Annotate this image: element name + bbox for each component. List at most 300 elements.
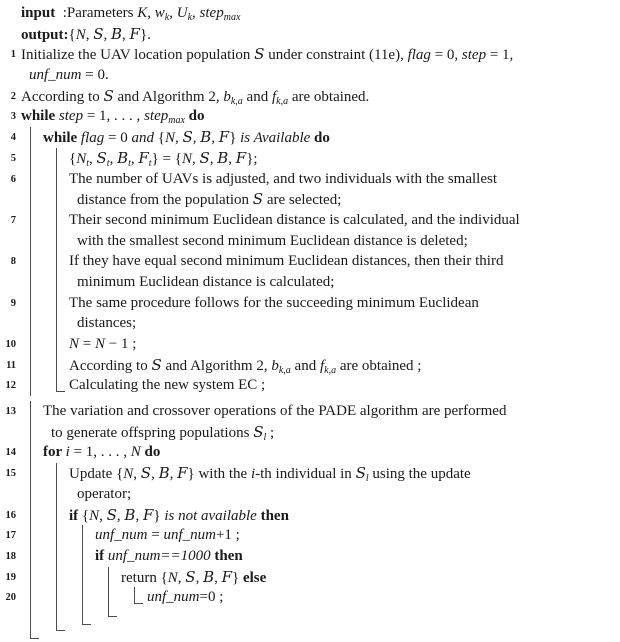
text-segment: N	[167, 569, 178, 586]
text-segment: are obtained ;	[336, 357, 422, 374]
algo-text	[43, 401, 506, 422]
text-segment: if	[95, 547, 108, 564]
algo-text	[69, 505, 289, 526]
text-segment: ,	[89, 150, 97, 167]
line-number: 14	[5, 447, 16, 459]
indent-guide	[30, 463, 43, 484]
text-segment: step	[144, 108, 169, 125]
text-segment: ,	[130, 150, 139, 167]
text-segment: step	[461, 47, 487, 64]
indent-guide	[56, 148, 69, 169]
text-segment: The same procedure follows for the succeeding minimum Euclidean	[69, 294, 479, 311]
text-segment: = 1, . . . ,	[69, 444, 131, 461]
text-segment: ,	[116, 507, 125, 524]
indent-guide	[82, 525, 95, 546]
indent-guide	[56, 334, 69, 355]
block-end-corner	[134, 587, 143, 604]
text-segment: = 1, . . . ,	[83, 108, 145, 125]
algo-line-13	[0, 401, 620, 422]
text-segment: According to	[69, 357, 152, 374]
algo-line-8-cont	[0, 272, 620, 293]
text-segment: unf_num==1000	[107, 547, 211, 564]
text-segment: then	[210, 547, 243, 564]
text-segment: {	[68, 26, 76, 43]
line-number: 7	[10, 214, 16, 226]
text-segment: ,	[99, 507, 107, 524]
algo-text	[69, 169, 497, 190]
algo-text	[29, 65, 109, 86]
math-script-letter: S	[254, 45, 265, 64]
line-number: 15	[5, 468, 16, 480]
algo-text	[69, 148, 258, 169]
text-segment: are obtained.	[288, 88, 370, 105]
text-segment: N	[181, 150, 192, 167]
text-segment: };	[246, 150, 258, 167]
text-segment: and	[242, 88, 272, 105]
text-segment: :	[55, 5, 67, 21]
text-segment: do	[140, 444, 161, 461]
text-segment: flag	[80, 130, 105, 147]
text-segment: ,	[85, 26, 94, 43]
text-segment: under constraint (11e),	[264, 47, 408, 64]
text-segment: minimum Euclidean distance is calculated;	[77, 273, 335, 290]
text-segment: k,a	[278, 364, 291, 376]
algo-text	[69, 293, 479, 314]
line-number	[0, 608, 16, 617]
line-number: 4	[10, 132, 16, 144]
indent-guide	[30, 313, 43, 334]
indent-guide	[56, 463, 69, 484]
line-number	[0, 272, 16, 293]
indent-guide	[56, 608, 69, 617]
text-segment: ,	[103, 26, 112, 43]
text-segment: t	[106, 157, 110, 169]
algo-text	[77, 484, 131, 505]
text-segment: l	[365, 473, 369, 485]
text-segment: step	[199, 5, 224, 21]
text-segment: using the update	[368, 466, 471, 483]
indent-guide	[30, 293, 43, 314]
text-segment: k,a	[230, 95, 243, 107]
text-segment: ,	[195, 569, 204, 586]
text-segment: ,	[211, 130, 219, 147]
algo-line-15-cont	[0, 484, 620, 505]
text-segment: do	[310, 130, 330, 147]
text-segment: f	[319, 357, 325, 374]
math-script-letter: S	[252, 190, 264, 209]
text-segment: t	[128, 157, 131, 169]
text-segment: are selected;	[263, 192, 342, 209]
math-script-letter: F	[235, 148, 247, 167]
text-segment: step	[58, 108, 84, 125]
math-script-letter: S	[199, 148, 210, 167]
text-segment: k	[187, 12, 193, 23]
algo-text	[77, 231, 468, 252]
indent-guide	[30, 422, 43, 443]
math-script-letter: B	[217, 148, 229, 167]
algo-text	[21, 86, 369, 107]
line-number	[0, 24, 16, 45]
indent-guide	[30, 567, 43, 588]
text-segment: ,	[109, 150, 118, 167]
algo-text	[43, 442, 160, 463]
text-segment: {	[153, 130, 165, 147]
algo-text	[77, 189, 341, 210]
text-segment: }	[232, 569, 243, 586]
indent-guide	[56, 231, 69, 252]
input-line	[0, 3, 620, 24]
indent-guide	[56, 505, 69, 526]
indent-guide	[30, 505, 43, 526]
indent-guide	[56, 313, 69, 334]
text-segment: ,	[209, 150, 218, 167]
indent-guide	[30, 608, 43, 617]
math-script-letter: F	[221, 567, 233, 586]
math-script-letter: B	[203, 567, 215, 586]
text-segment: k,a	[276, 95, 289, 107]
indent-guide	[82, 567, 95, 588]
algo-text	[121, 567, 266, 588]
text-segment: unf_num	[29, 67, 82, 84]
algo-line-16	[0, 505, 620, 526]
indent-guide	[30, 484, 43, 505]
line-number: 10	[5, 339, 16, 350]
math-script-letter: F	[129, 24, 140, 43]
indent-guide	[30, 231, 43, 252]
indent-guide	[30, 375, 43, 396]
algo-line-9-cont	[0, 313, 620, 334]
text-segment: N	[89, 507, 100, 524]
indent-guide	[56, 355, 69, 376]
text-segment: unf_num	[163, 527, 216, 544]
algo-line-3	[0, 106, 620, 127]
text-segment: ,	[135, 507, 143, 524]
math-script-letter: S	[103, 86, 114, 105]
math-script-letter: S	[93, 24, 104, 43]
text-segment: Initialize the UAV location population	[21, 47, 255, 64]
algo-text	[21, 106, 205, 127]
indent-guide	[56, 567, 69, 588]
indent-guide	[30, 169, 43, 190]
text-segment: ,	[191, 150, 200, 167]
text-segment: =	[147, 527, 164, 544]
text-segment: ,	[151, 466, 159, 483]
line-number	[0, 484, 16, 505]
algo-line-10	[0, 334, 620, 355]
text-segment: N	[123, 466, 134, 483]
text-segment: Calculating the new system EC ;	[69, 377, 266, 394]
line-number: 20	[5, 592, 16, 604]
text-segment: }	[229, 130, 241, 147]
block-end-while	[0, 631, 620, 639]
text-segment: +1 ;	[215, 527, 240, 544]
text-segment: ,	[133, 466, 141, 483]
indent-guide	[30, 189, 43, 210]
text-segment: = 0,	[430, 47, 462, 64]
indent-guide	[56, 272, 69, 293]
text-segment: U	[176, 5, 188, 21]
math-script-letter: S	[355, 464, 366, 483]
text-segment: and Algorithm 2,	[161, 357, 272, 374]
text-segment: t	[148, 157, 152, 169]
text-segment: If they have equal second minimum Euclidean distances, then their third	[69, 253, 504, 270]
text-segment: ,	[122, 26, 130, 43]
algo-text	[95, 546, 243, 567]
text-segment: − 1 ;	[105, 336, 137, 352]
indent-guide	[56, 525, 69, 546]
text-segment: N	[75, 26, 86, 43]
indent-guide	[30, 617, 43, 625]
algo-line-12	[0, 375, 620, 396]
indent-guide	[30, 251, 43, 272]
algo-text	[69, 334, 136, 355]
text-segment: k,a	[324, 364, 337, 376]
algo-line-20	[0, 587, 620, 608]
indent-guide	[56, 189, 69, 210]
block-end-corner	[56, 375, 65, 392]
text-segment: to generate offspring populations	[51, 424, 254, 441]
algo-line-6-cont	[0, 189, 620, 210]
indent-guide	[30, 210, 43, 231]
line-number	[0, 631, 16, 639]
indent-guide	[30, 355, 43, 376]
text-segment: else	[242, 569, 267, 586]
algo-text	[21, 3, 240, 24]
text-segment: = 0	[104, 130, 132, 147]
text-segment: The variation and crossover operations of the PADE algorithm are performed	[43, 403, 507, 420]
algo-line-11	[0, 355, 620, 376]
algo-line-13-cont	[0, 422, 620, 443]
algo-line-1	[0, 44, 620, 65]
text-segment: operator;	[77, 485, 132, 502]
block-end-corner	[56, 625, 65, 631]
algo-text	[69, 375, 265, 396]
text-segment: N	[94, 336, 105, 352]
text-segment: K	[137, 5, 148, 21]
indent-guide	[30, 127, 43, 148]
text-segment: ,	[169, 466, 178, 483]
math-script-letter: B	[200, 128, 212, 147]
output-line	[0, 24, 620, 45]
indent-guide	[82, 587, 95, 608]
text-segment: The number of UAVs is adjusted, and two individuals with the smallest	[69, 170, 498, 187]
text-segment: N	[130, 444, 141, 461]
text-segment: }	[153, 507, 165, 524]
math-script-letter: B	[117, 148, 129, 167]
line-number	[0, 65, 16, 86]
text-segment: if	[69, 507, 82, 524]
indent-guide	[56, 210, 69, 231]
line-number: 1	[10, 49, 16, 61]
indent-guide	[30, 587, 43, 608]
algo-text	[77, 313, 136, 334]
text-segment: b	[271, 357, 279, 374]
math-script-letter: S	[96, 148, 107, 167]
line-number: 5	[10, 152, 16, 164]
text-segment: Their second minimum Euclidean distance is calculated, and the individual	[69, 211, 520, 228]
indent-guide	[30, 546, 43, 567]
indent-guide	[56, 546, 69, 567]
algo-text	[69, 355, 421, 376]
block-end-outer-if	[0, 617, 620, 625]
text-segment: and	[131, 130, 154, 147]
text-segment: ;	[266, 424, 275, 441]
text-segment: is not available	[164, 507, 257, 524]
text-segment: }.	[139, 26, 151, 43]
math-script-letter: F	[142, 505, 154, 524]
text-segment: w	[154, 5, 165, 21]
indent-guide	[30, 442, 43, 463]
indent-guide	[82, 608, 95, 617]
math-script-letter: F	[138, 148, 149, 167]
math-script-letter: S	[185, 567, 196, 586]
text-segment: f	[271, 88, 277, 105]
text-segment: l	[263, 431, 267, 443]
text-segment: then	[256, 507, 289, 524]
algo-text	[147, 587, 223, 608]
algo-line-17	[0, 525, 620, 546]
algo-line-15	[0, 463, 620, 484]
math-script-letter: F	[218, 128, 230, 147]
indent-guide	[30, 334, 43, 355]
text-segment: ,	[192, 5, 200, 21]
text-segment: N	[69, 336, 80, 352]
line-number: 2	[10, 90, 16, 102]
line-number	[0, 3, 16, 24]
indent-guide	[56, 251, 69, 272]
block-end-inner-if	[0, 608, 620, 617]
text-segment: N	[164, 130, 175, 147]
algo-text	[69, 251, 503, 272]
line-number: 3	[10, 111, 16, 123]
algo-line-9	[0, 293, 620, 314]
algo-line-7	[0, 210, 620, 231]
text-segment: is Available	[240, 130, 311, 147]
text-segment: Parameters	[66, 5, 138, 21]
text-segment: input	[21, 5, 56, 21]
text-segment: for	[43, 444, 66, 461]
text-segment: while	[21, 108, 59, 125]
algo-line-6	[0, 169, 620, 190]
algo-line-14	[0, 442, 620, 463]
line-number: 9	[10, 297, 16, 309]
text-segment: ,	[177, 569, 186, 586]
text-segment: } with the	[187, 466, 251, 483]
line-number: 17	[5, 530, 16, 542]
indent-guide	[56, 293, 69, 314]
math-script-letter: S	[253, 422, 264, 441]
algo-line-18	[0, 546, 620, 567]
algo-line-4	[0, 127, 620, 148]
algo-line-5	[0, 148, 620, 169]
text-segment: max	[223, 12, 241, 23]
text-segment: ,	[174, 130, 183, 147]
text-segment: unf_num	[147, 589, 200, 606]
algo-text	[43, 127, 330, 148]
text-segment: distances;	[77, 315, 137, 332]
text-segment: distance from the population	[77, 192, 253, 209]
text-segment: i	[65, 444, 70, 461]
indent-guide	[30, 148, 43, 169]
math-script-letter: B	[111, 24, 123, 43]
algo-text	[51, 422, 274, 443]
indent-guide	[30, 401, 43, 422]
line-number: 12	[5, 380, 16, 392]
text-segment: =	[79, 336, 95, 352]
text-segment: k	[164, 12, 170, 23]
indent-guide	[108, 567, 121, 588]
indent-guide	[30, 272, 43, 293]
text-segment: unf_num	[95, 527, 148, 544]
text-segment: ,	[192, 130, 201, 147]
line-number	[0, 617, 16, 625]
text-segment: flag	[407, 47, 431, 64]
text-segment: do	[184, 108, 205, 125]
line-number: 13	[5, 406, 16, 418]
text-segment: and	[290, 357, 320, 374]
text-segment: N	[76, 150, 87, 167]
text-segment: return {	[121, 569, 168, 586]
math-script-letter: S	[140, 464, 152, 483]
indent-guide	[108, 587, 121, 608]
text-segment: = 1,	[486, 47, 514, 64]
block-end-corner	[30, 631, 39, 639]
math-script-letter: S	[106, 505, 117, 524]
text-segment: i	[250, 466, 256, 483]
indent-guide	[82, 546, 95, 567]
algo-line-2	[0, 86, 620, 107]
line-number: 6	[10, 173, 16, 185]
algo-line-7-cont	[0, 231, 620, 252]
algo-line-8	[0, 251, 620, 272]
algo-line-1-cont	[0, 65, 620, 86]
text-segment: ,	[214, 569, 222, 586]
text-segment: t	[86, 157, 89, 169]
line-number	[0, 313, 16, 334]
text-segment: {	[81, 507, 90, 524]
text-segment: with the smallest second minimum Euclidean distance is deleted;	[77, 232, 468, 249]
line-number: 18	[5, 550, 16, 562]
indent-guide	[56, 587, 69, 608]
indent-guide	[56, 484, 69, 505]
text-segment: output:	[21, 26, 69, 43]
line-number	[0, 422, 16, 443]
algo-text	[69, 210, 520, 231]
text-segment: ,	[147, 5, 155, 21]
text-segment: ,	[228, 150, 236, 167]
text-segment: {	[69, 150, 77, 167]
algo-text	[21, 44, 513, 65]
math-script-letter: S	[182, 128, 193, 147]
text-segment: ,	[169, 5, 177, 21]
text-segment: while	[43, 130, 81, 147]
indent-guide	[56, 169, 69, 190]
text-segment: and Algorithm 2,	[113, 88, 224, 105]
text-segment: Update {	[69, 466, 124, 483]
block-end-corner	[82, 617, 91, 625]
text-segment: = 0.	[81, 67, 109, 84]
math-script-letter: S	[151, 355, 162, 374]
line-number: 11	[6, 359, 16, 371]
line-number: 16	[5, 509, 16, 521]
math-script-letter: F	[177, 464, 188, 483]
algo-text	[95, 525, 240, 546]
line-number	[0, 189, 16, 210]
text-segment: According to	[21, 88, 104, 105]
algo-text	[21, 24, 151, 45]
text-segment: =0 ;	[199, 589, 224, 606]
line-number: 8	[10, 256, 16, 268]
